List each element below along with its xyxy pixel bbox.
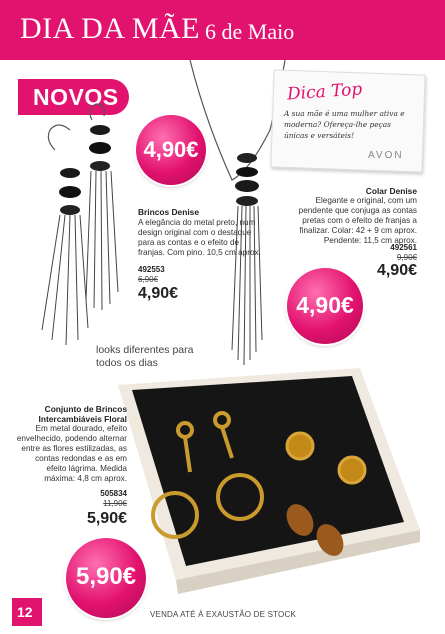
product-code-brincos: 492553 (138, 265, 165, 274)
tagline: looks diferentes para todos os dias (96, 344, 194, 369)
novos-label: NOVOS (33, 84, 119, 110)
earring-left-icon (42, 125, 88, 345)
page-number: 12 (17, 604, 33, 620)
product-desc-brincos: A elegância do metal preto, num design original com o destaque para as contas e o efeito de franjas. Com pino. 10,5 cm aprox. (138, 218, 261, 257)
product-desc-floral: Em metal dourado, efeito envelhecido, podendo alternar entre as flores estilizadas, as contas redondas e as em efeito lágrima. Medida máxima: 4,8 cm aprox. (16, 424, 127, 483)
old-price-floral: 11,90€ (103, 499, 127, 508)
old-price-brincos: 6,90€ (138, 275, 159, 284)
page-date: 6 de Maio (205, 19, 295, 44)
tip-title: Dica Top (286, 79, 363, 105)
necklace-pendant-icon (232, 153, 262, 365)
product-title-floral: Conjunto de Brincos Intercambiáveis Floral (38, 404, 127, 424)
tip-text: A sua mãe é uma mulher ativa e moderna? Ofereça-lhe peças únicas e versáteis! (284, 109, 405, 140)
price-colar: 4,90€ (376, 262, 417, 279)
earring-right-icon (86, 104, 118, 310)
price-brincos: 4,90€ (138, 285, 179, 302)
gift-box-icon (118, 368, 420, 594)
price-bubble-colar-text: 4,90€ (296, 292, 354, 318)
product-code-floral: 505834 (100, 489, 127, 498)
product-title-colar: Colar Denise (365, 186, 417, 196)
product-code-colar: 492561 (390, 243, 417, 252)
brand-logo: AVON (368, 150, 404, 161)
price-bubble-brincos-text: 4,90€ (143, 137, 199, 162)
page-title: DIA DA MÃE (20, 12, 201, 45)
price-bubble-floral-text: 5,90€ (75, 563, 137, 590)
footer-note: VENDA ATÉ À EXAUSTÃO DE STOCK (150, 610, 296, 619)
price-floral: 5,90€ (86, 510, 127, 527)
product-desc-colar: Elegante e original, com um pendente que conjuga as contas pretas com o efeito de franjas a finalizar. Colar: 42 + 9 cm aprox. Pendente: 11,5 cm aprox. (298, 196, 417, 245)
old-price-colar: 9,90€ (396, 253, 417, 262)
product-title-brincos: Brincos Denise (138, 207, 199, 217)
